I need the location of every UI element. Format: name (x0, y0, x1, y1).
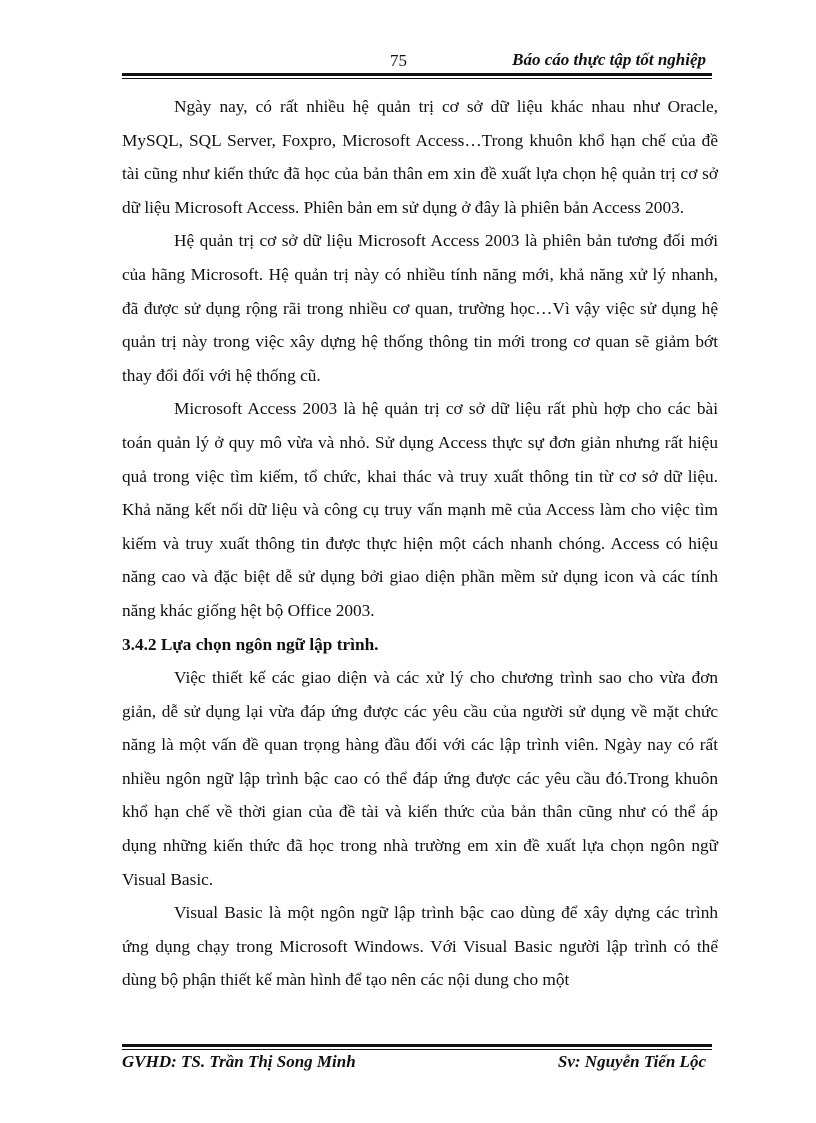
document-body (122, 90, 718, 997)
paragraph-language-choice: Việc thiết kế các giao diện và các xử lý cho chương trình sao cho vừa đơn giản, dễ sử dụng lại vừa đáp ứng được các yêu cầu của người sử dụng về mặt chức năng là một vấn đề quan trọng hàng đầu đối với các lập trình viên. Ngày nay có rất nhiều ngôn ngữ lập trình bậc cao có thể đáp ứng được các yêu cầu đó.Trong khuôn khổ hạn chế về thời gian của đề tài và kiến thức của bản thân cũng như có thể áp dụng những kiến thức đã học trong nhà trường em xin đề xuất lựa chọn ngôn ngữ Visual Basic. (122, 668, 718, 889)
footer-advisor: GVHD: TS. Trần Thị Song Minh (122, 1052, 356, 1071)
header-rule-thick (122, 73, 712, 76)
paragraph-visual-basic: Visual Basic là một ngôn ngữ lập trình bậc cao dùng để xây dựng các trình ứng dụng chạy trong Microsoft Windows. Với Visual Basic người lập trình có thể dùng bộ phận thiết kế màn hình để tạo nên các nội dung cho một (122, 903, 718, 990)
paragraph-access-benefits: Microsoft Access 2003 là hệ quản trị cơ sở dữ liệu rất phù hợp cho các bài toán quản lý ở quy mô vừa và nhỏ. Sử dụng Access thực sự đơn giản nhưng rất hiệu quả trong việc tìm kiếm, tổ chức, khai thác và truy xuất thông tin từ cơ sở dữ liệu. Khả năng kết nối dữ liệu và công cụ truy vấn mạnh mẽ của Access làm cho việc tìm kiếm và truy xuất thông tin được thực hiện một cách nhanh chóng. Access có hiệu năng cao và đặc biệt dễ sử dụng bởi giao diện phần mềm sử dụng icon và các tính năng khác giống hệt bộ Office 2003. (122, 399, 718, 620)
footer-student: Sv: Nguyễn Tiến Lộc (557, 1052, 706, 1071)
paragraph-database-choice: Ngày nay, có rất nhiều hệ quản trị cơ sở dữ liệu khác nhau như Oracle, MySQL, SQL Server, Foxpro, Microsoft Access…Trong khuôn khổ hạn chế của đề tài cũng như kiến thức đã học của bản thân em xin đề xuất lựa chọn hệ quản trị cơ sở dữ liệu Microsoft Access. Phiên bản em sử dụng ở đây là phiên bản Access 2003. (122, 97, 718, 217)
footer-rule-thick (122, 1044, 712, 1047)
section-heading: 3.4.2 Lựa chọn ngôn ngữ lập trình. (122, 634, 379, 654)
page-header (122, 44, 712, 74)
footer-rule-thin (122, 1049, 712, 1050)
page-number: 75 (390, 51, 407, 70)
header-rule-thin (122, 78, 712, 79)
page-footer (122, 1052, 712, 1082)
paragraph-access-2003: Hệ quản trị cơ sở dữ liệu Microsoft Access 2003 là phiên bản tương đối mới của hãng Microsoft. Hệ quản trị này có nhiều tính năng mới, khả năng xử lý nhanh, đã được sử dụng rộng rãi trong nhiều cơ quan, trường học…Vì vậy việc sử dụng hệ quản trị này trong việc xây dựng hệ thống thông tin mới trong cơ quan sẽ giảm bớt thay đổi đối với hệ thống cũ. (122, 231, 718, 385)
header-title: Báo cáo thực tập tốt nghiệp (512, 50, 706, 69)
